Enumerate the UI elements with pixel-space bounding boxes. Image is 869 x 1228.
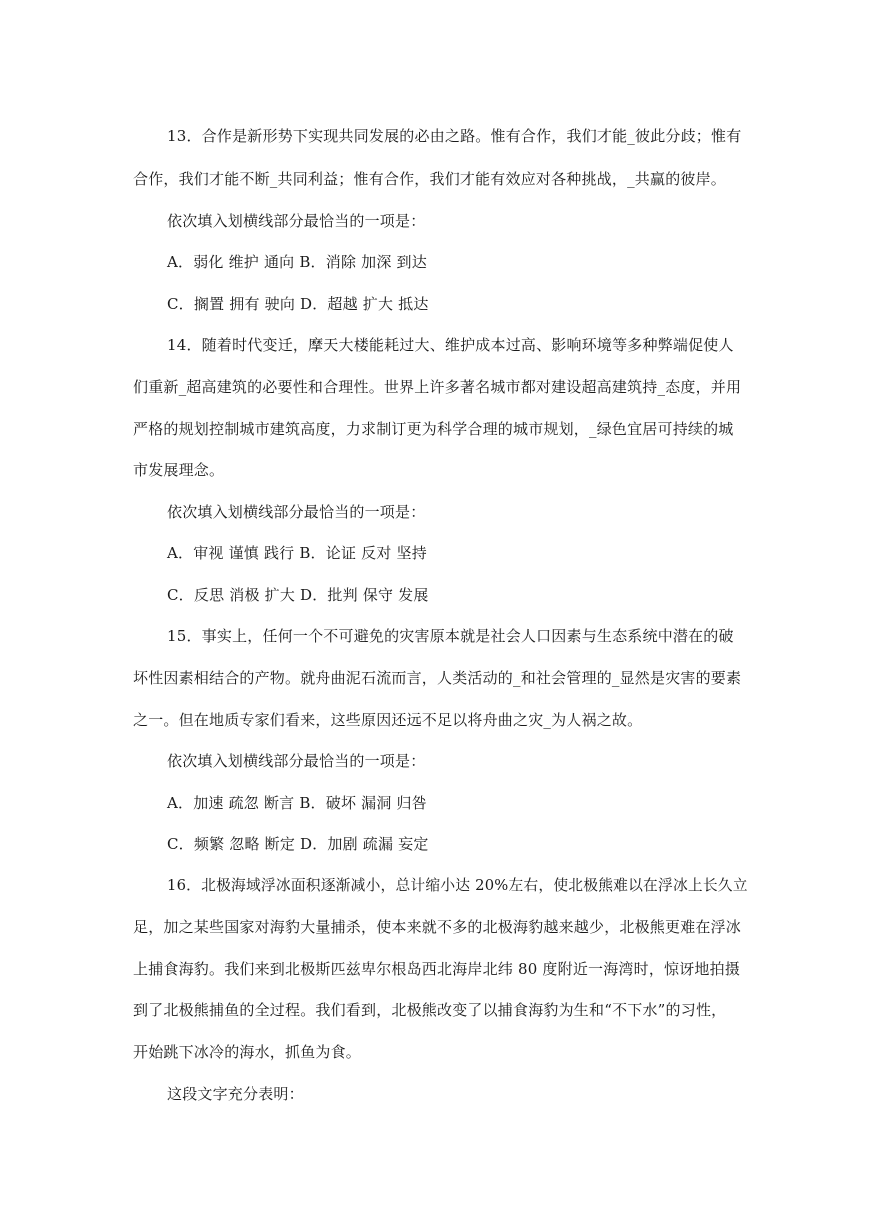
- q14-line-2: 们重新_超高建筑的必要性和合理性。世界上许多著名城市都对建设超高建筑持_态度，并用: [133, 378, 742, 396]
- q16-prompt: 这段文字充分表明：: [167, 1085, 304, 1103]
- q14-line-4: 市发展理念。: [133, 461, 225, 479]
- q13-line-1: 13．合作是新形势下实现共同发展的必由之路。惟有合作，我们才能_彼此分歧；惟有: [167, 127, 742, 145]
- q13-options-cd: C．搁置 拥有 驶向 D．超越 扩大 抵达: [167, 295, 429, 313]
- q14-line-1: 14．随着时代变迁，摩天大楼能耗过大、维护成本过高、影响环境等多种弊端促使人: [167, 336, 734, 354]
- q14-line-3: 严格的规划控制城市建筑高度，力求制订更为科学合理的城市规划，_绿色宜居可持续的城: [133, 420, 734, 438]
- q15-line-1: 15．事实上，任何一个不可避免的灾害原本就是社会人口因素与生态系统中潜在的破: [167, 627, 734, 645]
- q15-options-cd: C．频繁 忽略 断定 D．加剧 疏漏 妄定: [167, 835, 429, 853]
- q16-line-3: 上捕食海豹。我们来到北极斯匹兹卑尔根岛西北海岸北纬 80 度附近一海湾时，惊讶地拍摄: [133, 960, 741, 978]
- q13-prompt: 依次填入划横线部分最恰当的一项是：: [167, 212, 426, 230]
- q14-options-ab: A．审视 谨慎 践行 B．论证 反对 坚持: [167, 544, 427, 562]
- q16-line-2: 足，加之某些国家对海豹大量捕杀，使本来就不多的北极海豹越来越少，北极熊更难在浮冰: [133, 918, 742, 936]
- q14-prompt: 依次填入划横线部分最恰当的一项是：: [167, 503, 426, 521]
- q15-prompt: 依次填入划横线部分最恰当的一项是：: [167, 752, 426, 770]
- q16-line-4: 到了北极熊捕鱼的全过程。我们看到，北极熊改变了以捕食海豹为生和“不下水”的习性，: [133, 1001, 727, 1019]
- q15-line-3: 之一。但在地质专家们看来，这些原因还远不足以将舟曲之灾_为人祸之故。: [133, 711, 643, 729]
- q16-line-1: 16．北极海域浮冰面积逐渐减小，总计缩小达 20%左右，使北极熊难以在浮冰上长久立: [167, 877, 748, 894]
- q16-line-5: 开始跳下冰冷的海水，抓鱼为食。: [133, 1043, 362, 1061]
- q13-options-ab: A．弱化 维护 通向 B．消除 加深 到达: [167, 253, 427, 271]
- q13-line-2: 合作，我们才能不断_共同利益；惟有合作，我们才能有效应对各种挑战，_共赢的彼岸。: [133, 170, 727, 188]
- q15-line-2: 坏性因素相结合的产物。就舟曲泥石流而言，人类活动的_和社会管理的_显然是灾害的要素: [133, 669, 742, 687]
- q15-options-ab: A．加速 疏忽 断言 B．破坏 漏洞 归咎: [167, 794, 427, 812]
- q14-options-cd: C．反思 消极 扩大 D．批判 保守 发展: [167, 586, 429, 604]
